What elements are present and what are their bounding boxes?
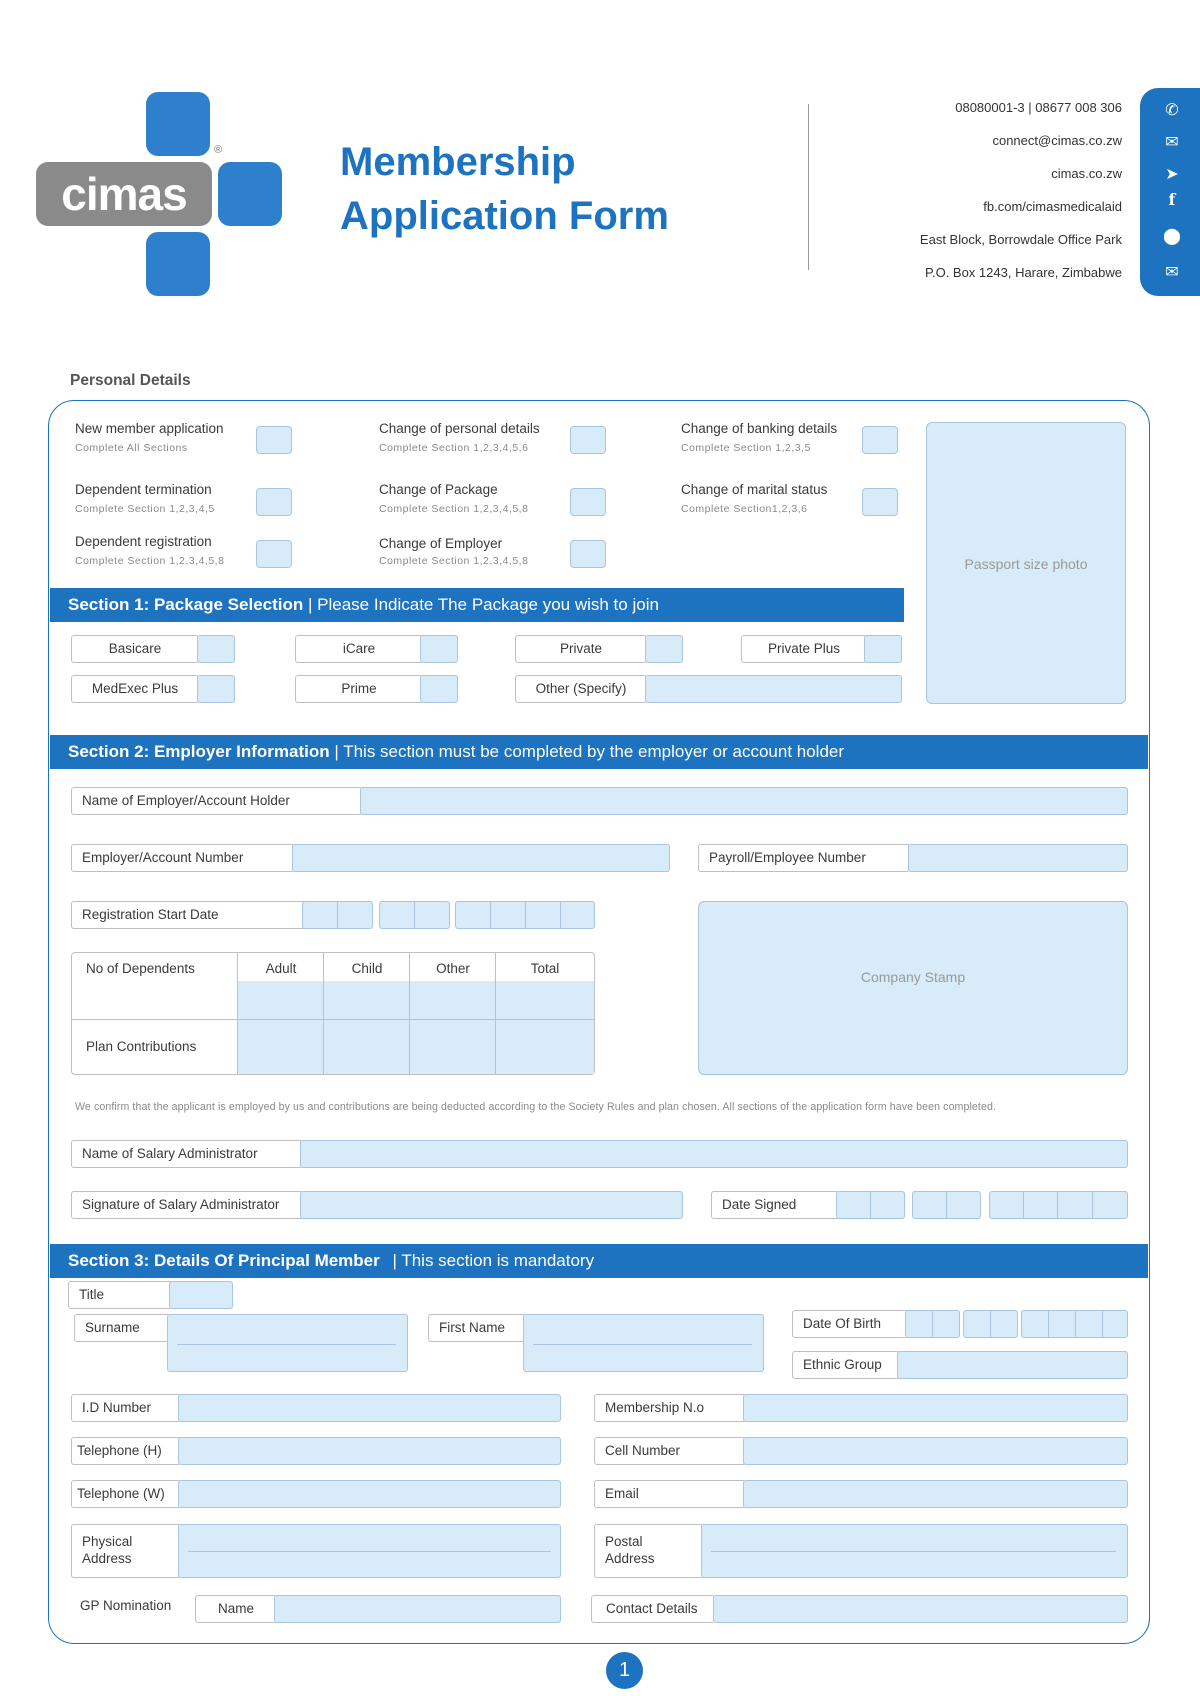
option-change-banking-title: Change of banking details <box>681 421 838 436</box>
phone-icon: ✆ <box>1165 102 1179 119</box>
email-input[interactable] <box>743 1480 1128 1508</box>
option-change-personal-title: Change of personal details <box>379 421 540 436</box>
option-dependent-termination-title: Dependent termination <box>75 482 212 497</box>
col-child: Child <box>351 961 383 976</box>
date-signed-label: Date Signed <box>711 1191 839 1219</box>
col-adult: Adult <box>265 961 297 976</box>
gp-contact-label: Contact Details <box>591 1595 715 1623</box>
col-total: Total <box>530 961 560 976</box>
option-change-banking-checkbox[interactable] <box>862 426 898 454</box>
gp-nomination-label: GP Nomination <box>80 1598 172 1613</box>
tel-work-input[interactable] <box>178 1480 561 1508</box>
package-private-checkbox[interactable] <box>645 635 683 663</box>
package-basicare-checkbox[interactable] <box>197 635 235 663</box>
gp-name-input[interactable] <box>274 1595 561 1623</box>
option-change-employer-title: Change of Employer <box>379 536 503 551</box>
option-dependent-termination-checkbox[interactable] <box>256 488 292 516</box>
first-name-input[interactable] <box>523 1314 764 1372</box>
title-label: Title <box>68 1281 172 1309</box>
cimas-logo: cimas ® <box>36 92 286 298</box>
option-change-personal-checkbox[interactable] <box>570 426 606 454</box>
personal-details-heading: Personal Details <box>70 372 191 389</box>
option-marital-status-title: Change of marital status <box>681 482 828 497</box>
package-prime-checkbox[interactable] <box>420 675 458 703</box>
logo-wordmark: cimas <box>61 168 187 220</box>
contact-phone: 08080001-3 | 08677 008 306 <box>955 100 1122 115</box>
tel-home-label: Telephone (H) <box>71 1437 181 1465</box>
signature-input[interactable] <box>300 1191 683 1219</box>
passport-photo-label: Passport size photo <box>964 556 1088 572</box>
adult-contribution-input[interactable] <box>238 1020 324 1074</box>
contact-website: cimas.co.zw <box>1051 166 1122 181</box>
section3-title: Section 3: Details Of Principal Member <box>68 1251 380 1270</box>
first-name-label: First Name <box>428 1314 526 1342</box>
package-private-plus-checkbox[interactable] <box>864 635 902 663</box>
surname-input[interactable] <box>167 1314 408 1372</box>
mailbox-icon: ✉ <box>1165 264 1179 281</box>
account-number-input[interactable] <box>292 844 670 872</box>
salary-admin-label: Name of Salary Administrator <box>71 1140 303 1168</box>
option-change-personal-sub: Complete Section 1,2,3,4,5,6 <box>379 442 529 454</box>
child-count-input[interactable] <box>324 981 410 1020</box>
option-new-member-sub: Complete All Sections <box>75 442 188 454</box>
package-icare-label: iCare <box>295 635 423 663</box>
gp-name-label: Name <box>195 1595 277 1623</box>
employer-name-label: Name of Employer/Account Holder <box>71 787 363 815</box>
package-private-plus-label: Private Plus <box>741 635 867 663</box>
section2-bar <box>50 735 1148 769</box>
tel-work-label: Telephone (W) <box>71 1480 181 1508</box>
section1-bar <box>50 588 904 622</box>
postal-address-line2: Address <box>605 1551 655 1566</box>
dob-label: Date Of Birth <box>792 1310 908 1338</box>
start-date-label: Registration Start Date <box>71 901 307 929</box>
page-title-line1: Membership <box>340 140 576 184</box>
cell-number-label: Cell Number <box>594 1437 746 1465</box>
payroll-number-input[interactable] <box>908 844 1128 872</box>
option-change-package-title: Change of Package <box>379 482 498 497</box>
total-contribution-input[interactable] <box>496 1020 594 1074</box>
mail-icon: ✉ <box>1165 134 1179 151</box>
section1-title: Section 1: Package Selection <box>68 595 304 614</box>
cursor-icon: ➤ <box>1165 166 1179 183</box>
dependents-table <box>71 952 595 1075</box>
package-icare-checkbox[interactable] <box>420 635 458 663</box>
page-number: 1 <box>618 1659 631 1681</box>
section2-title: Section 2: Employer Information <box>68 742 330 761</box>
contact-pobox: P.O. Box 1243, Harare, Zimbabwe <box>924 265 1122 280</box>
option-change-package-checkbox[interactable] <box>570 488 606 516</box>
other-count-input[interactable] <box>410 981 496 1020</box>
header-divider <box>808 104 809 270</box>
signature-label: Signature of Salary Administrator <box>71 1191 303 1219</box>
postal-address-label <box>594 1524 704 1578</box>
option-marital-status-sub: Complete Section1,2,3,6 <box>681 503 808 515</box>
company-stamp-label: Company Stamp <box>860 969 966 985</box>
option-change-employer-sub: Complete Section 1,2,3,4,5,8 <box>379 555 529 567</box>
ethnic-group-input[interactable] <box>897 1351 1128 1379</box>
id-number-input[interactable] <box>178 1394 561 1422</box>
tel-home-input[interactable] <box>178 1437 561 1465</box>
package-prime-label: Prime <box>295 675 423 703</box>
physical-address-line2: Address <box>82 1551 132 1566</box>
option-change-package-sub: Complete Section 1,2,3,4,5,8 <box>379 503 529 515</box>
other-contribution-input[interactable] <box>410 1020 496 1074</box>
col-other: Other <box>436 961 470 976</box>
option-dependent-termination-sub: Complete Section 1,2,3,4,5 <box>75 503 215 515</box>
account-number-label: Employer/Account Number <box>71 844 295 872</box>
option-new-member-checkbox[interactable] <box>256 426 292 454</box>
total-count-input[interactable] <box>496 981 594 1020</box>
section2-subtitle: | This section must be completed by the employer or account holder <box>334 742 845 761</box>
section1-subtitle: | Please Indicate The Package you wish to join <box>308 595 659 614</box>
salary-admin-input[interactable] <box>300 1140 1128 1168</box>
company-stamp-box[interactable] <box>698 901 1128 1075</box>
physical-address-label <box>71 1524 181 1578</box>
employer-name-input[interactable] <box>360 787 1128 815</box>
ethnic-group-label: Ethnic Group <box>792 1351 900 1379</box>
postal-address-line1: Postal <box>605 1534 643 1549</box>
contact-email: connect@cimas.co.zw <box>992 133 1122 148</box>
surname-label: Surname <box>74 1314 170 1342</box>
package-other-specify-input[interactable] <box>645 675 902 703</box>
payroll-number-label: Payroll/Employee Number <box>698 844 910 872</box>
employer-confirmation-text: We confirm that the applicant is employed by us and contributions are being deducted according to the Society Rules and plan chosen. All sections of the application form have been completed. <box>75 1101 996 1113</box>
package-basicare-label: Basicare <box>71 635 199 663</box>
id-number-label: I.D Number <box>71 1394 181 1422</box>
plan-contributions-label: Plan Contributions <box>86 1039 197 1054</box>
email-label: Email <box>594 1480 746 1508</box>
option-dependent-registration-title: Dependent registration <box>75 534 212 549</box>
adult-count-input[interactable] <box>238 981 324 1020</box>
option-new-member-title: New member application <box>75 421 224 436</box>
page-title-line2: Application Form <box>340 194 669 238</box>
physical-address-line1: Physical <box>82 1534 133 1549</box>
membership-label: Membership N.o <box>594 1394 746 1422</box>
contact-address: East Block, Borrowdale Office Park <box>919 232 1122 247</box>
package-private-label: Private <box>515 635 647 663</box>
child-contribution-input[interactable] <box>324 1020 410 1074</box>
gp-contact-input[interactable] <box>713 1595 1128 1623</box>
contact-facebook: fb.com/cimasmedicalaid <box>983 199 1122 214</box>
section3-bar <box>50 1244 1148 1278</box>
facebook-icon: f <box>1168 190 1176 209</box>
option-change-banking-sub: Complete Section 1,2,3,5 <box>681 442 811 454</box>
section3-subtitle: | This section is mandatory <box>392 1251 595 1270</box>
option-dependent-registration-checkbox[interactable] <box>256 540 292 568</box>
dependents-row-label: No of Dependents <box>86 961 195 976</box>
title-input[interactable] <box>169 1281 233 1309</box>
option-change-employer-checkbox[interactable] <box>570 540 606 568</box>
package-other-label: Other (Specify) <box>515 675 647 703</box>
option-dependent-registration-sub: Complete Section 1,2,3,4,5,8 <box>75 555 225 567</box>
location-pin-icon: ⬤ <box>1163 228 1181 245</box>
option-marital-status-checkbox[interactable] <box>862 488 898 516</box>
package-medexec-plus-label: MedExec Plus <box>71 675 199 703</box>
cell-number-input[interactable] <box>743 1437 1128 1465</box>
package-medexec-plus-checkbox[interactable] <box>197 675 235 703</box>
membership-input[interactable] <box>743 1394 1128 1422</box>
